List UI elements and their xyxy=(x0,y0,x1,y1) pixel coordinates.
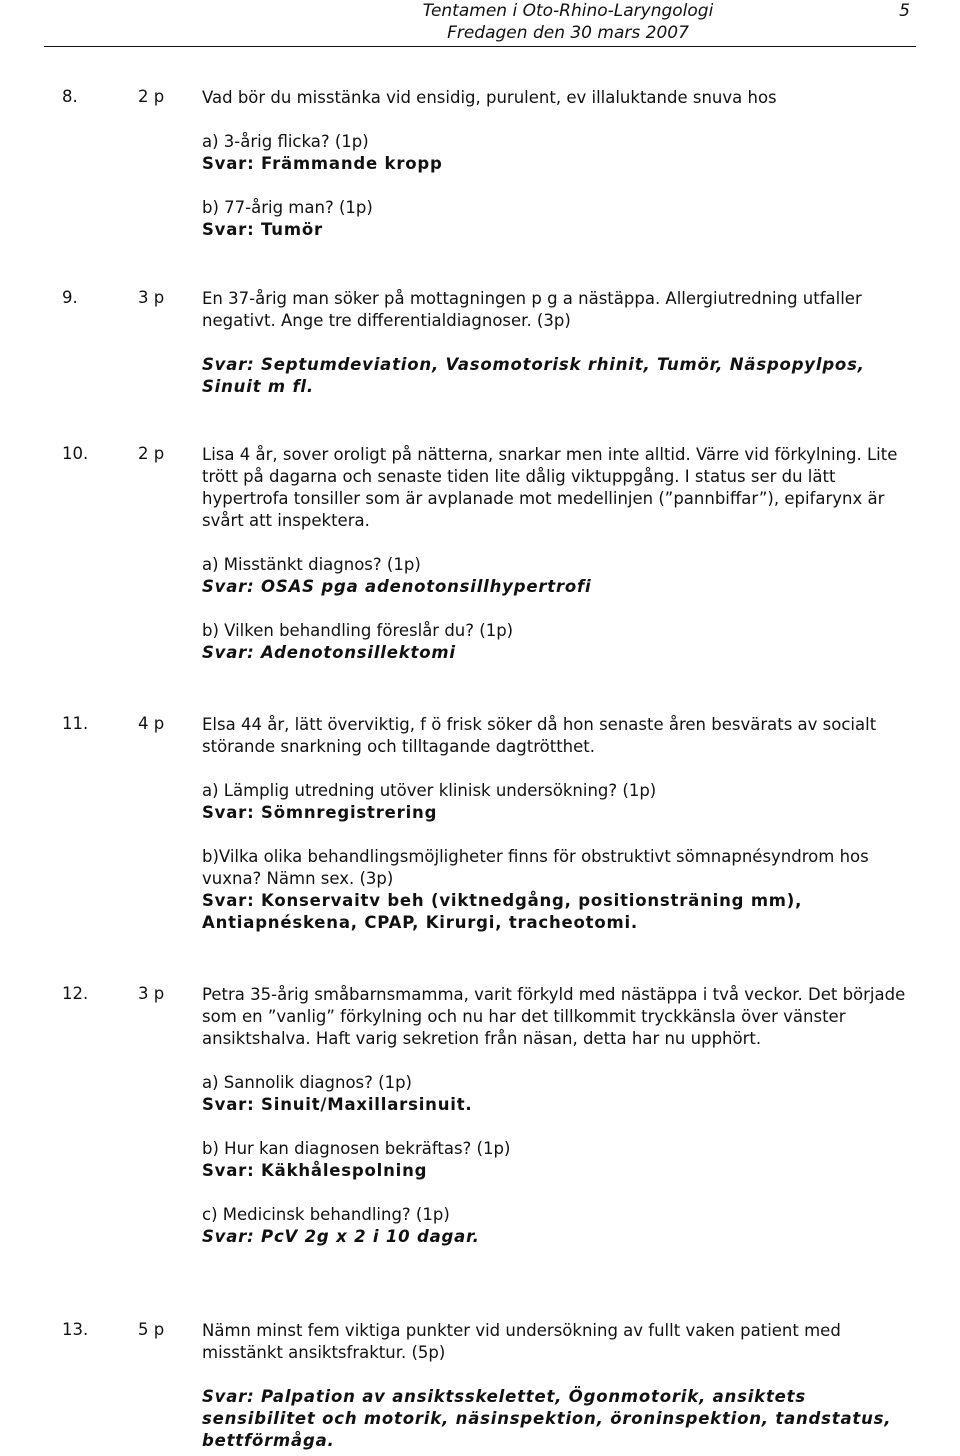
question-8 xyxy=(62,87,926,241)
question-points: 2 p xyxy=(138,87,165,106)
answer-b: Svar: Adenotonsillektomi xyxy=(202,643,456,662)
question-text: Vad bör du misstänka vid ensidig, purulent, ev illaluktande snuva hos xyxy=(202,88,777,107)
answer: Svar: Septumdeviation, Vasomotorisk rhinit, Tumör, Näspopylpos, Sinuit m fl. xyxy=(202,355,865,396)
question-12 xyxy=(62,984,926,1248)
question-points: 2 p xyxy=(138,444,165,463)
subquestion-a: a) Sannolik diagnos? (1p) xyxy=(202,1073,412,1092)
answer-b: Svar: Konservaitv beh (viktnedgång, positionsträning mm), Antiapnéskena, CPAP, Kirurgi, tracheotomi. xyxy=(202,891,803,932)
question-number: 8. xyxy=(62,87,78,106)
subquestion-b: b)Vilka olika behandlingsmöjligheter finns för obstruktivt sömnapnésyndrom hos vuxna? Nämn sex. (3p) xyxy=(202,847,869,888)
answer-b: Svar: Käkhålespolning xyxy=(202,1161,428,1180)
subquestion-b: b) Hur kan diagnosen bekräftas? (1p) xyxy=(202,1139,511,1158)
question-points: 3 p xyxy=(138,984,165,1003)
question-10 xyxy=(62,444,926,664)
question-number: 12. xyxy=(62,984,89,1003)
question-text: En 37-årig man söker på mottagningen p g a nästäppa. Allergiutredning utfaller negativt. Ange tre differentialdiagnoser. (3p) xyxy=(202,289,862,330)
subquestion-b: b) 77-årig man? (1p) xyxy=(202,198,373,217)
question-text: Petra 35-årig småbarnsmamma, varit förkyld med nästäppa i två veckor. Det började som en ”vanlig” förkylning och nu har det tillkommit tryckkänsla över vänster ansiktshalva. Haft varig sekretion från näsan, detta har nu upphört. xyxy=(202,985,906,1048)
page-header xyxy=(218,0,918,44)
question-number: 9. xyxy=(62,288,78,307)
question-points: 4 p xyxy=(138,714,165,733)
question-number: 13. xyxy=(62,1320,89,1339)
answer-a: Svar: OSAS pga adenotonsillhypertrofi xyxy=(202,577,592,596)
question-points: 3 p xyxy=(138,288,165,307)
answer-a: Svar: Sömnregistrering xyxy=(202,803,438,822)
answer-a: Svar: Sinuit/Maxillarsinuit. xyxy=(202,1095,473,1114)
question-number: 10. xyxy=(62,444,89,463)
answer: Svar: Palpation av ansiktsskelettet, Ögonmotorik, ansiktets sensibilitet och motorik, näsinspektion, öroninspektion, tandstatus, bettförmåga. xyxy=(202,1387,892,1450)
subquestion-b: b) Vilken behandling föreslår du? (1p) xyxy=(202,621,514,640)
question-points: 5 p xyxy=(138,1320,165,1339)
question-9 xyxy=(62,288,926,398)
exam-date: Fredagen den 30 mars 2007 xyxy=(447,23,689,43)
course-title: Tentamen i Oto-Rhino-Laryngologi xyxy=(422,1,714,21)
question-number: 11. xyxy=(62,714,89,733)
answer-b: Svar: Tumör xyxy=(202,220,323,239)
question-11 xyxy=(62,714,926,934)
subquestion-a: a) Lämplig utredning utöver klinisk undersökning? (1p) xyxy=(202,781,657,800)
question-13 xyxy=(62,1320,926,1452)
question-text: Lisa 4 år, sover oroligt på nätterna, snarkar men inte alltid. Värre vid förkylning. Lite trött på dagarna och senaste tiden lite dålig viktuppgång. I status ser du lätt hypertrofa tonsiller som är avplanade mot medellinjen (”pannbiffar”), epifarynx är svårt att inspektera. xyxy=(202,445,898,530)
subquestion-a: a) Misstänkt diagnos? (1p) xyxy=(202,555,421,574)
subquestion-c: c) Medicinsk behandling? (1p) xyxy=(202,1205,450,1224)
subquestion-a: a) 3-årig flicka? (1p) xyxy=(202,132,369,151)
page-number: 5 xyxy=(899,1,910,21)
answer-c: Svar: PcV 2g x 2 i 10 dagar. xyxy=(202,1227,480,1246)
answer-a: Svar: Främmande kropp xyxy=(202,154,443,173)
question-text: Nämn minst fem viktiga punkter vid undersökning av fullt vaken patient med misstänkt ansiktsfraktur. (5p) xyxy=(202,1321,841,1362)
question-text: Elsa 44 år, lätt överviktig, f ö frisk söker då hon senaste åren besvärats av socialt störande snarkning och tilltagande dagtrötthet. xyxy=(202,715,877,756)
header-divider xyxy=(44,46,916,47)
